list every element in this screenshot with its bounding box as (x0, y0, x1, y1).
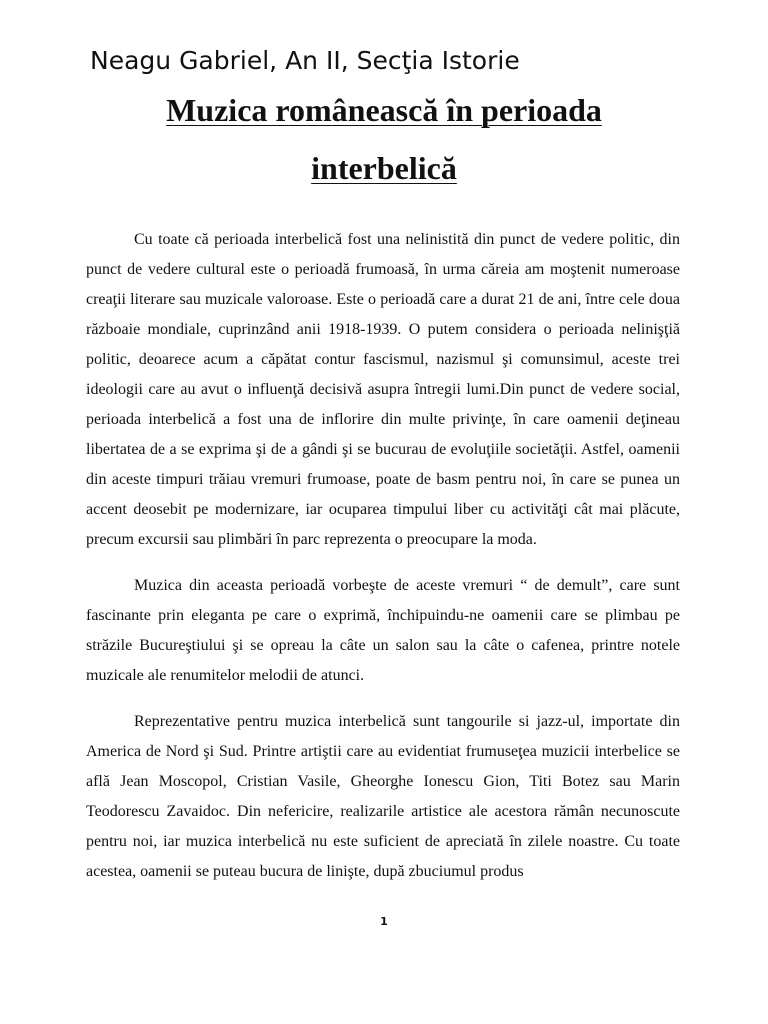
body-text (86, 225, 680, 903)
paragraph-2: Muzica din aceasta perioadă vorbeşte de aceste vremuri “ de demult”, care sunt fascinante prin eleganta pe care o exprimă, închipuindu-ne oamenii care se plimbau pe străzile Bucureştiului şi se opreau la câte un salon sau la câte o cafenea, printre notele muzicale ale renumitelor melodii de atunci. (86, 577, 680, 684)
page-number: 1 (380, 915, 388, 928)
paragraph-1: Cu toate că perioada interbelică fost una nelinistită din punct de vedere politic, din punct de vedere cultural este o perioadă frumoasă, în urma căreia am moştenit numeroase creaţii literare sau muzicale valoroase. Este o perioadă care a durat 21 de ani, între cele doua războaie mondiale, cuprinzând anii 1918-1939. O putem considera o perioada nelinişţiă politic, deoarece acum a căpătat contur fascismul, nazismul şi comunsimul, aceste trei ideologii care au avut o influenţă decisivă asupra întregii lumi.Din punct de vedere social, perioada interbelică a fost una de inflorire din multe privinţe, în care oamenii deţineau libertatea de a se exprima şi de a gândi şi se bucurau de evoluţiile societăţii. Astfel, oamenii din aceste timpuri trăiau vremuri frumoase, poate de basm pentru noi, în care se punea un accent deosebit pe modernizare, iar ocuparea timpului liber cu activităţi cât mai plăcute, precum excursii sau plimbări în parc reprezenta o preocupare la moda. (86, 231, 680, 548)
title-line-2: interbelică (311, 150, 457, 186)
author-line: Neagu Gabriel, An II, Secţia Istorie (90, 46, 520, 75)
paragraph-3: Reprezentative pentru muzica interbelică sunt tangourile si jazz-ul, importate din America de Nord şi Sud. Printre artiştii care au evidentiat frumuseţea muzicii interbelice se află Jean Moscopol, Cristian Vasile, Gheorghe Ionescu Gion, Titi Botez sau Marin Teodorescu Zavaidoc. Din nefericire, realizarile artistice ale acestora rămân necunoscute pentru noi, iar muzica interbelică nu este suficient de apreciată în zilele noastre. Cu toate acestea, oamenii se puteau bucura de linişte, după zbuciumul produs (86, 713, 680, 880)
title-line-1: Muzica românească în perioada (166, 92, 602, 128)
